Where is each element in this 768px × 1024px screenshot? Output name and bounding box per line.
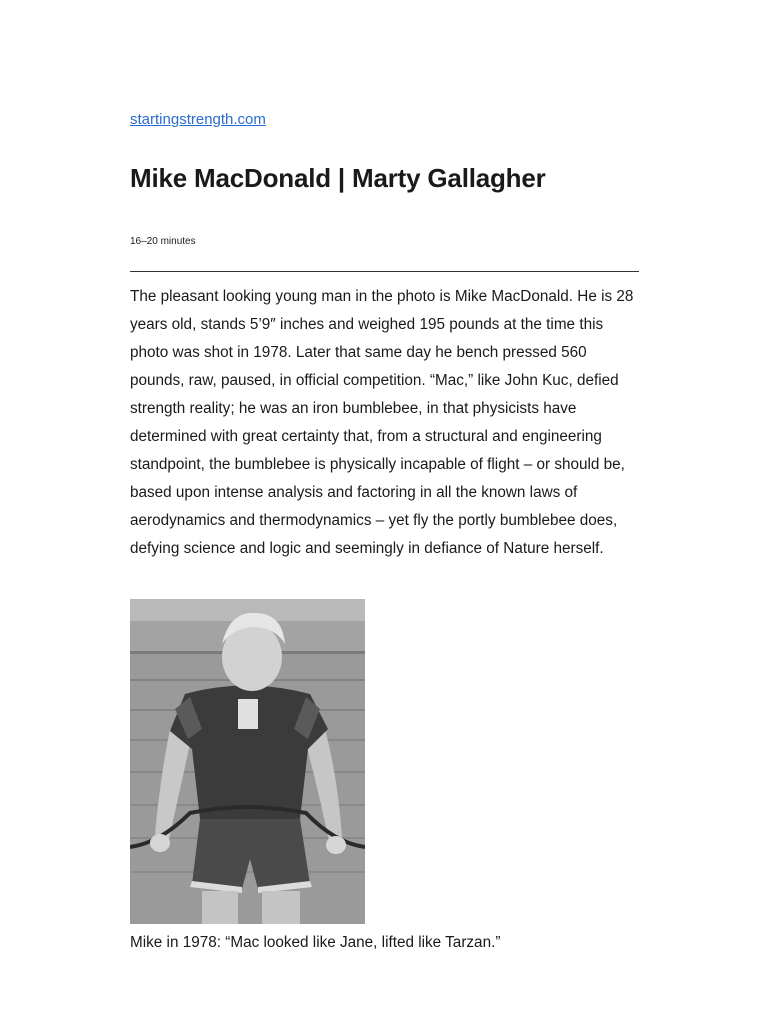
page-title: Mike MacDonald | Marty Gallagher: [130, 163, 546, 193]
article-paragraph: The pleasant looking young man in the photo is Mike MacDonald. He is 28 years old, stands 5’9″ inches and weighed 195 pounds at the time this photo was shot in 1978. Later that same day he bench pressed 560 pounds, raw, paused, in official competition. “Mac,” like John Kuc, defied strength reality; he was an iron bumblebee, in that physicists have determined with great certainty that, from a structural and engineering standpoint, the bumblebee is physically incapable of flight – or should be, based upon intense analysis and factoring in all the known laws of aerodynamics and thermodynamics – yet fly the portly bumblebee does, defying science and logic and seemingly in defiance of Nature herself.: [130, 288, 634, 557]
athlete-photo: [130, 599, 365, 924]
divider: [130, 271, 639, 272]
read-time: 16–20 minutes: [130, 236, 196, 247]
photo-caption: Mike in 1978: “Mac looked like Jane, lifted like Tarzan.”: [130, 934, 501, 951]
source-link[interactable]: startingstrength.com: [130, 111, 266, 128]
